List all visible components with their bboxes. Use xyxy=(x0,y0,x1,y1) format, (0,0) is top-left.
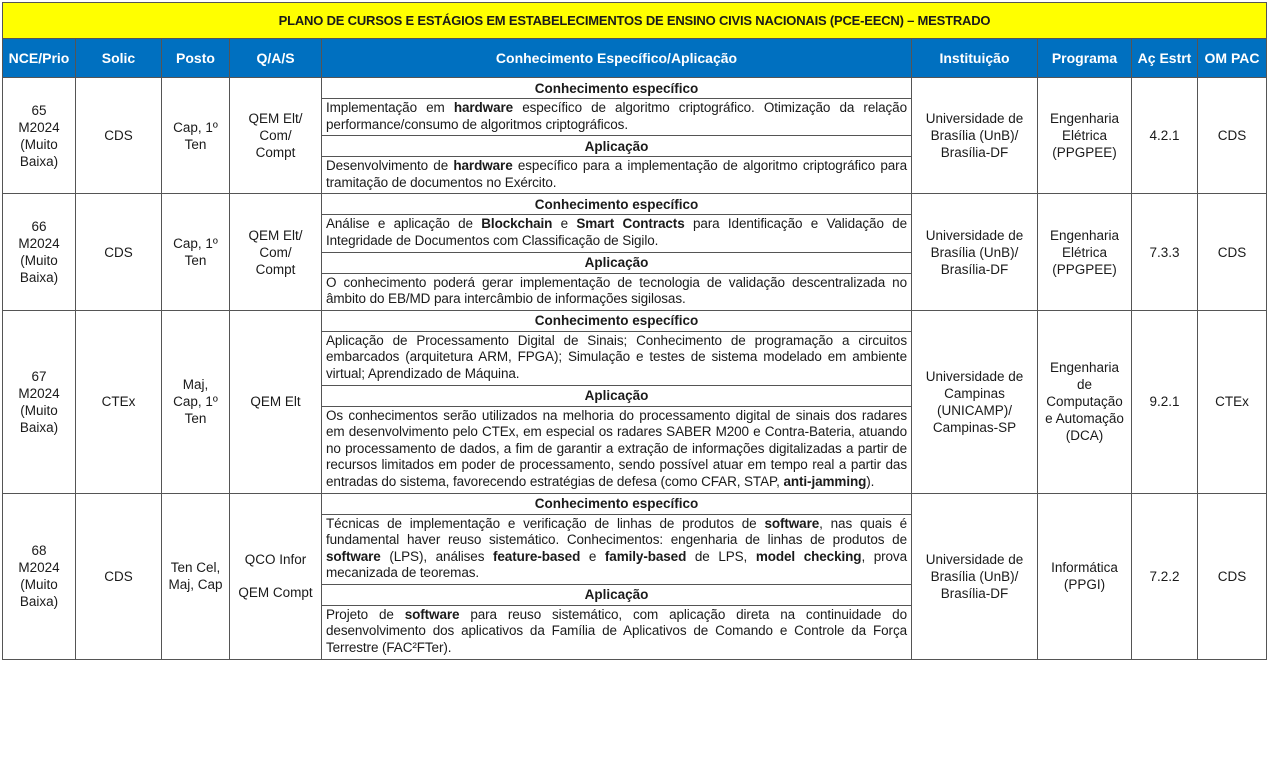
acao-estrategica-cell: 9.2.1 xyxy=(1132,310,1198,493)
emphasized-term: anti-jamming xyxy=(783,473,867,489)
instituicao-cell: Universidade de Brasília (UnB)/ Brasília-DF xyxy=(912,194,1038,310)
text-run: e xyxy=(580,548,605,564)
om-pac-cell: CTEx xyxy=(1198,310,1267,493)
course-plan-sheet xyxy=(2,2,1266,660)
conhecimento-text xyxy=(322,99,912,136)
qas-cell xyxy=(230,493,322,659)
instituicao-cell: Universidade de Brasília (UnB)/ Brasília-DF xyxy=(912,78,1038,194)
header-nce: NCE/Prio xyxy=(3,39,76,78)
text-run: Implementação em xyxy=(326,100,454,115)
header-posto: Posto xyxy=(162,39,230,78)
section-heading-conhecimento: Conhecimento específico xyxy=(322,78,912,99)
header-row xyxy=(3,39,1267,78)
emphasized-term: model checking xyxy=(755,548,862,564)
emphasized-term: hardware xyxy=(453,158,513,174)
nce-priority: (Muito Baixa) xyxy=(19,136,59,169)
nce-number: 67 xyxy=(31,368,47,384)
qas-line: QEM Compt xyxy=(238,585,313,601)
acao-estrategica-cell: 4.2.1 xyxy=(1132,78,1198,194)
instituicao-cell: Universidade de Brasília (UnB)/ Brasília-DF xyxy=(912,493,1038,659)
om-pac-cell: CDS xyxy=(1198,493,1267,659)
text-run: para reuso sistemático, com aplicação direta na continuidade do desenvolvimento dos aplicativos da Família de Aplicativos de Comando e Controle da Força Terrestre (FAC²FTer). xyxy=(326,606,907,656)
section-heading-conhecimento: Conhecimento específico xyxy=(322,194,912,215)
solic-cell: CDS xyxy=(76,194,162,310)
text-run: Desenvolvimento de xyxy=(326,158,454,174)
programa-cell: Engenharia de Computação e Automação (DCA) xyxy=(1038,310,1132,493)
posto-cell: Maj, Cap, 1º Ten xyxy=(162,310,230,493)
section-heading-aplicacao: Aplicação xyxy=(322,252,912,273)
solic-cell: CDS xyxy=(76,78,162,194)
header-ompac: OM PAC xyxy=(1198,39,1267,78)
emphasized-term: software xyxy=(326,548,381,564)
text-run: Projeto de xyxy=(326,606,405,622)
header-conhecimento: Conhecimento Específico/Aplicação xyxy=(322,39,912,78)
posto-cell: Cap, 1º Ten xyxy=(162,78,230,194)
programa-cell: Informática (PPGI) xyxy=(1038,493,1132,659)
acao-estrategica-cell: 7.2.2 xyxy=(1132,493,1198,659)
nce-priority: (Muito Baixa) xyxy=(19,402,59,435)
aplicacao-text xyxy=(322,605,912,659)
aplicacao-text xyxy=(322,406,912,493)
text-run: e xyxy=(552,216,577,232)
nce-prio-cell xyxy=(3,310,76,493)
programa-cell: Engenharia Elétrica (PPGPEE) xyxy=(1038,78,1132,194)
nce-number: 68 xyxy=(31,543,47,559)
om-pac-cell: CDS xyxy=(1198,194,1267,310)
nce-prio-cell xyxy=(3,194,76,310)
conhecimento-text xyxy=(322,514,912,584)
posto-cell: Cap, 1º Ten xyxy=(162,194,230,310)
text-run: específico para a implementação de algoritmo criptográfico para tramitação de documentos no Exército. xyxy=(326,158,907,190)
text-run: , prova mecanizada de teoremas. xyxy=(326,548,907,581)
text-run: Aplicação de Processamento Digital de Sinais; Conhecimento de programação a circuitos embarcados (arquitetura ARM, FPGA); Simulação e testes de sistema modelado em ambiente virtual; Aprendizado de Máquina. xyxy=(326,332,907,381)
instituicao-cell: Universidade de Campinas (UNICAMP)/ Campinas-SP xyxy=(912,310,1038,493)
nce-priority: (Muito Baixa) xyxy=(19,253,59,286)
header-programa: Programa xyxy=(1038,39,1132,78)
nce-code: M2024 xyxy=(18,236,60,252)
header-qas: Q/A/S xyxy=(230,39,322,78)
conhecimento-text xyxy=(322,215,912,252)
table-row xyxy=(3,194,1267,215)
text-run: Os conhecimentos serão utilizados na melhoria do processamento digital de sinais dos radares em desenvolvimento pelo CTEx, em especial os radares SABER M200 e Contra-Bateria, atuando no processamento de dados, a fim de garantir a extração de informações digitalizadas a partir de recursos limitados em poder de processamento, sendo possível atuar em tempo real a partir das entradas do sistema, favorecendo estratégias de defesa (como CFAR, STAP, xyxy=(326,407,907,489)
section-heading-aplicacao: Aplicação xyxy=(322,136,912,157)
solic-cell: CDS xyxy=(76,493,162,659)
conhecimento-text xyxy=(322,331,912,385)
table-row xyxy=(3,78,1267,99)
solic-cell: CTEx xyxy=(76,310,162,493)
aplicacao-text xyxy=(322,157,912,194)
qas-cell: QEM Elt xyxy=(230,310,322,493)
qas-line: QCO Infor xyxy=(244,552,307,568)
text-run: específico de algoritmo criptográfico. Otimização da relação performance/consumo de algoritmos criptográficos. xyxy=(326,100,908,132)
nce-prio-cell xyxy=(3,78,76,194)
section-heading-aplicacao: Aplicação xyxy=(322,385,912,406)
header-instituicao: Instituição xyxy=(912,39,1038,78)
nce-code: M2024 xyxy=(18,385,60,401)
section-heading-conhecimento: Conhecimento específico xyxy=(322,310,912,331)
text-run: Análise e aplicação de xyxy=(326,216,482,232)
header-solic: Solic xyxy=(76,39,162,78)
emphasized-term: hardware xyxy=(453,100,514,115)
text-run: Técnicas de implementação e verificação de linhas de produtos de xyxy=(326,515,765,531)
aplicacao-text xyxy=(322,273,912,310)
qas-cell: QEM Elt/ Com/ Compt xyxy=(230,194,322,310)
nce-number: 65 xyxy=(31,102,47,118)
nce-code: M2024 xyxy=(18,560,60,576)
programa-cell: Engenharia Elétrica (PPGPEE) xyxy=(1038,194,1132,310)
text-run: de LPS, xyxy=(686,548,756,564)
section-heading-aplicacao: Aplicação xyxy=(322,584,912,605)
text-run: , nas quais é fundamental haver reuso sistemático. Conhecimentos: engenharia de linhas de produtos de xyxy=(326,515,907,548)
table-title: PLANO DE CURSOS E ESTÁGIOS EM ESTABELECIMENTOS DE ENSINO CIVIS NACIONAIS (PCE-EECN) – MESTRADO xyxy=(3,3,1267,39)
nce-prio-cell xyxy=(3,493,76,659)
emphasized-term: feature-based xyxy=(493,548,581,564)
nce-number: 66 xyxy=(31,219,47,235)
emphasized-term: family-based xyxy=(604,548,687,564)
text-run: O conhecimento poderá gerar implementação de tecnologia de validação descentralizada no âmbito do EB/MD para intercâmbio de informações sigilosas. xyxy=(326,274,907,307)
text-run: ). xyxy=(866,473,875,489)
table-row xyxy=(3,310,1267,331)
nce-priority: (Muito Baixa) xyxy=(19,577,59,610)
nce-code: M2024 xyxy=(18,119,60,135)
emphasized-term: Smart Contracts xyxy=(576,216,685,232)
text-run: (LPS), análises xyxy=(380,548,493,564)
table-row xyxy=(3,493,1267,514)
om-pac-cell: CDS xyxy=(1198,78,1267,194)
acao-estrategica-cell: 7.3.3 xyxy=(1132,194,1198,310)
header-acestrt: Aç Estrt xyxy=(1132,39,1198,78)
text-run: para Identificação e Validação de Integridade de Documentos com Classificação de Sigilo. xyxy=(326,216,908,248)
qas-cell: QEM Elt/ Com/ Compt xyxy=(230,78,322,194)
emphasized-term: software xyxy=(404,606,460,622)
emphasized-term: software xyxy=(764,515,820,531)
section-heading-conhecimento: Conhecimento específico xyxy=(322,493,912,514)
posto-cell: Ten Cel, Maj, Cap xyxy=(162,493,230,659)
emphasized-term: Blockchain xyxy=(481,216,553,232)
course-plan-table xyxy=(2,2,1267,660)
